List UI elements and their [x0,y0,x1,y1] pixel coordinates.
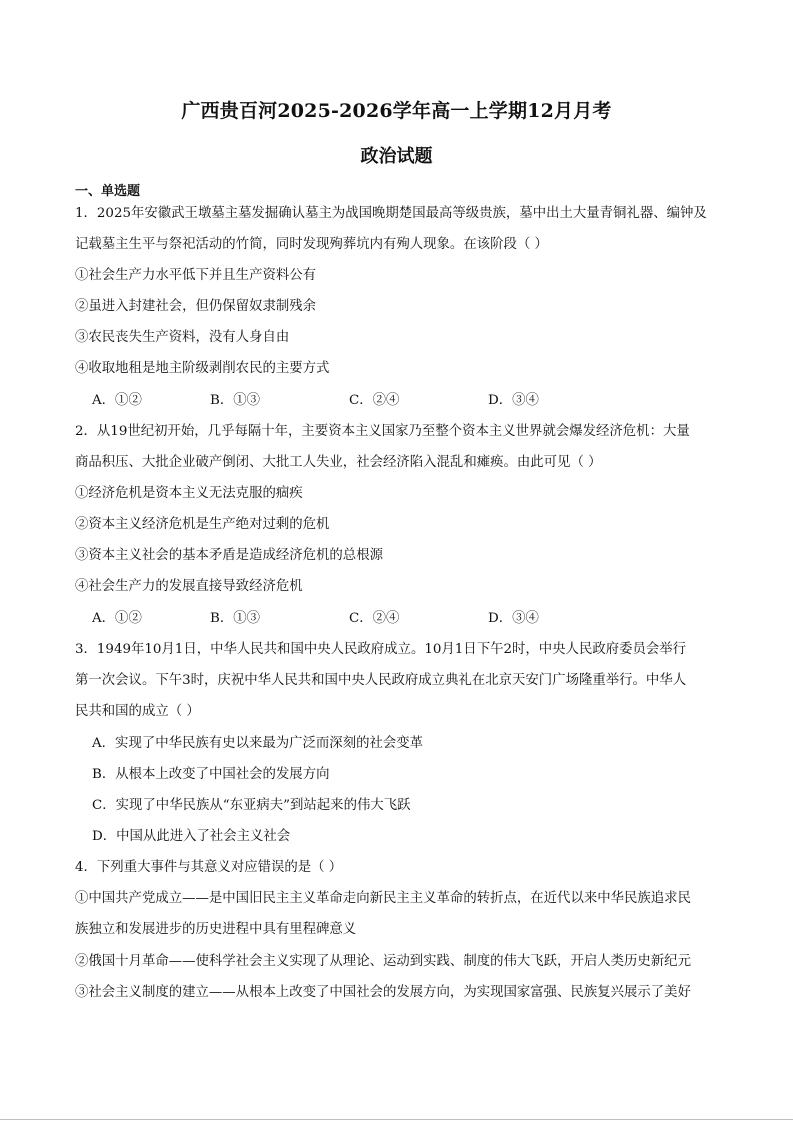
q2-statement-2: ②资本主义经济危机是生产绝对过剩的危机 [75,517,330,532]
q2-statement-4: ④社会生产力的发展直接导致经济危机 [75,579,303,594]
q2-option-a[interactable]: A．①② [92,611,142,626]
q4-statement-1-line-1: ①中国共产党成立——是中国旧民主主义革命走向新民主主义革命的转折点，在近代以来中华民族追求民 [75,891,691,906]
q4-statement-1-line-2: 族独立和发展进步的历史进程中具有里程碑意义 [75,922,357,937]
section-heading: 一、单选题 [75,184,141,199]
q1-statement-2: ②虽进入封建社会，但仍保留奴隶制残余 [75,299,317,314]
q2-statement-3: ③资本主义社会的基本矛盾是造成经济危机的总根源 [75,548,383,563]
q2-options [92,611,539,627]
q1-option-d[interactable]: D．③④ [488,393,539,408]
q2-option-c[interactable]: C．②④ [349,611,400,626]
page-subtitle: 政治试题 [360,146,433,167]
q1-option-c[interactable]: C．②④ [349,393,400,408]
q4-statement-2: ②俄国十月革命——使科学社会主义实现了从理论、运动到实践、制度的伟大飞跃，开启人类历史新纪元 [75,954,691,969]
q2-statement-1: ①经济危机是资本主义无法克服的痼疾 [75,486,303,501]
q1-option-a[interactable]: A．①② [92,393,142,408]
q4-stem: 4．下列重大事件与其意义对应错误的是（ ） [75,860,343,875]
q3-stem-line-1: 3．1949年10月1日，中华人民共和国中央人民政府成立。10月1日下午2时，中央人民政府委员会举行 [75,642,687,657]
q3-option-c[interactable]: C．实现了中华民族从“东亚病夫”到站起来的伟大飞跃 [92,798,411,813]
q2-stem-line-1: 2．从19世纪初开始，几乎每隔十年，主要资本主义国家乃至整个资本主义世界就会爆发经济危机：大量 [75,424,690,439]
q1-options [92,393,539,409]
page-title: 广西贵百河2025-2026学年高一上学期12月月考 [181,100,612,122]
q3-stem-line-3: 民共和国的成立（ ） [75,704,200,719]
q4-statement-3: ③社会主义制度的建立——从根本上改变了中国社会的发展方向，为实现国家富强、民族复兴展示了美好 [75,985,691,1000]
q2-option-d[interactable]: D．③④ [488,611,539,626]
q1-statement-1: ①社会生产力水平低下并且生产资料公有 [75,268,317,283]
q1-stem-line-2: 记载墓主生平与祭祀活动的竹简，同时发现殉葬坑内有殉人现象。在该阶段（ ） [75,237,548,252]
q3-stem-line-2: 第一次会议。下午3时，庆祝中华人民共和国中央人民政府成立典礼在北京天安门广场隆重举行。中华人 [75,673,687,688]
q1-option-b[interactable]: B．①③ [210,393,261,408]
q3-option-a[interactable]: A．实现了中华民族有史以来最为广泛而深刻的社会变革 [92,736,424,751]
q1-statement-4: ④收取地租是地主阶级剥削农民的主要方式 [75,361,330,376]
q2-option-b[interactable]: B．①③ [210,611,261,626]
q2-stem-line-2: 商品积压、大批企业破产倒闭、大批工人失业，社会经济陷入混乱和瘫痪。由此可见（ ） [75,455,602,470]
q1-stem-line-1: 1．2025年安徽武王墩墓主墓发掘确认墓主为战国晚期楚国最高等级贵族，墓中出土大量青铜礼器、编钟及 [75,206,707,221]
q1-statement-3: ③农民丧失生产资料，没有人身自由 [75,330,290,345]
q3-option-b[interactable]: B．从根本上改变了中国社会的发展方向 [92,767,330,782]
q3-option-d[interactable]: D．中国从此进入了社会主义社会 [92,829,291,844]
page-bottom-divider [0,1119,793,1120]
